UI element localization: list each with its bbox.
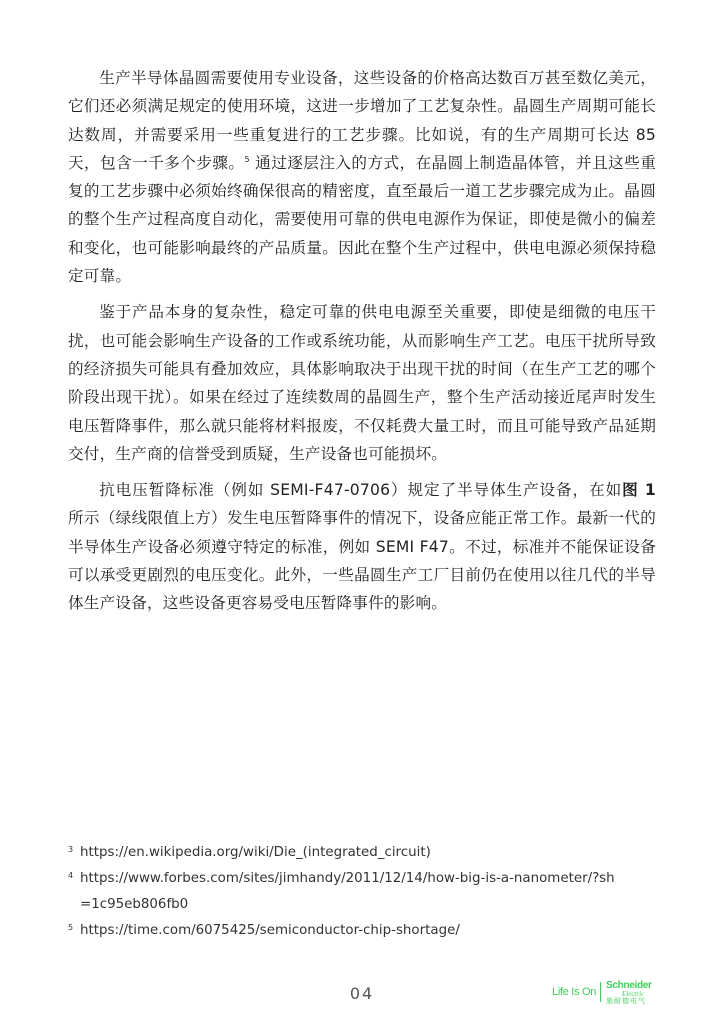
- footnote-link[interactable]: https://time.com/6075425/semiconductor-chip-shortage/: [80, 923, 460, 938]
- footnote-link[interactable]: https://en.wikipedia.org/wiki/Die_(integrated_circuit): [80, 845, 431, 860]
- footnote-4-continuation: [68, 894, 668, 914]
- brand-divider: [600, 982, 601, 1002]
- footnote-3: [68, 842, 668, 866]
- paragraph-1: [68, 64, 656, 290]
- footnote-number: 5: [68, 923, 74, 932]
- paragraph-3: [68, 476, 656, 617]
- paragraph-3-text-a: 抗电压暂降标准（例如 SEMI-F47-0706）规定了半导体生产设备，在如: [99, 481, 623, 500]
- footnote-5: [68, 920, 668, 944]
- brand-name: Schneider: [606, 980, 652, 991]
- brand-tagline: Life Is On: [552, 986, 597, 998]
- footnote-ref-5: 5: [244, 154, 250, 164]
- brand-sub: Electric: [622, 990, 645, 998]
- body-text: [68, 64, 656, 626]
- paragraph-2: 鉴于产品本身的复杂性，稳定可靠的供电电源至关重要，即使是细微的电压干扰，也可能会影响生产设备的工作或系统功能，从而影响生产工艺。电压干扰所导致的经济损失可能具有叠加效应，具体影响取决于出现干扰的时间（在生产工艺的哪个阶段出现干扰）。如果在经过了连续数周的晶圆生产，整个生产活动接近尾声时发生电压暂降事件，那么就只能将材料报废，不仅耗费大量工时，而且可能导致产品延期交付，生产商的信誉受到质疑，生产设备也可能损坏。: [68, 303, 656, 463]
- footnote-link-continuation[interactable]: =1c95eb806fb0: [80, 897, 189, 912]
- footnote-number: 4: [68, 871, 74, 880]
- footnotes: [68, 842, 668, 946]
- paragraph-3-text-b: 所示（绿线限值上方）发生电压暂降事件的情况下，设备应能正常工作。最新一代的半导体生产设备必须遵守特定的标准，例如 SEMI F47。不过，标准并不能保证设备可以承受更剧烈的电压变化。此外，一些晶圆生产工厂目前仍在使用以往几代的半导体生产设备，这些设备更容易受电压暂降事件的影响。: [68, 509, 656, 613]
- footnote-link[interactable]: https://www.forbes.com/sites/jimhandy/2011/12/14/how-big-is-a-nanometer/?sh: [80, 871, 615, 886]
- brand-logo: [552, 980, 662, 1004]
- page-number: 04: [349, 984, 375, 1003]
- footnote-number: 3: [68, 845, 74, 854]
- brand-cn: 施耐德电气: [606, 997, 646, 1005]
- paragraph-1-text-a: 生产半导体晶圆需要使用专业设备，这些设备的价格高达数百万甚至数亿美元，它们还必须满足规定的使用环境，这进一步增加了工艺复杂性。晶圆生产周期可能长达数周，并需要采用一些重复进行的工艺步骤。比如说，有的生产周期可长达 85 天，包含一千多个步骤。: [68, 69, 656, 172]
- paragraph-1-text-b: 通过逐层注入的方式，在晶圆上制造晶体管，并且这些重复的工艺步骤中必须始终确保很高的精密度，直至最后一道工艺步骤完成为止。晶圆的整个生产过程高度自动化，需要使用可靠的供电电源作为保证，即使是微小的偏差和变化，也可能影响最终的产品质量。因此在整个生产过程中，供电电源必须保持稳定可靠。: [68, 153, 656, 286]
- footnote-4: [68, 868, 668, 892]
- figure-ref: 图 1: [622, 481, 656, 500]
